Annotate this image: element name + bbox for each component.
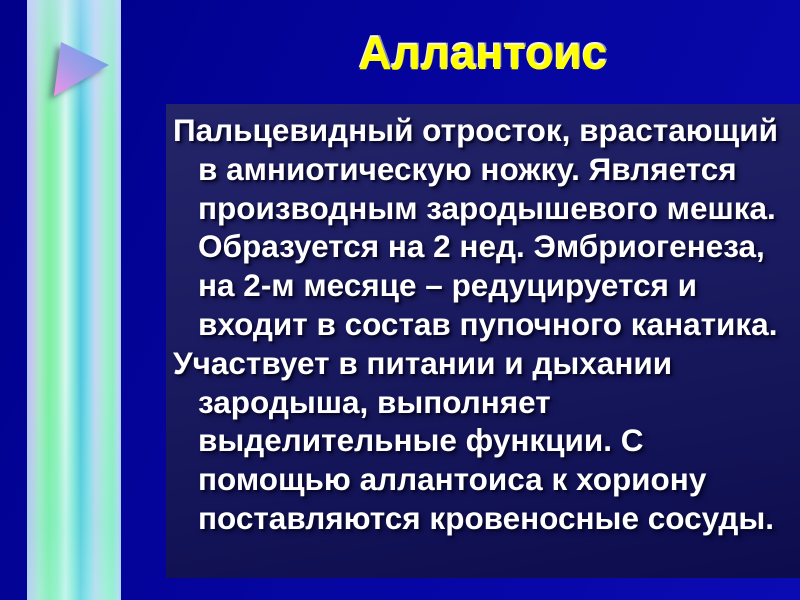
paragraph-2: [173, 344, 794, 538]
decorative-stripe: [27, 0, 121, 600]
text-line: производным зародышевого мешка.: [198, 189, 776, 226]
text-line: выделительные функции. С: [198, 422, 644, 459]
slide-title: Аллантоис: [358, 27, 608, 79]
text-line: входит в состав пупочного канатика.: [198, 305, 778, 342]
text-line: на 2-м месяце – редуцируется и: [198, 267, 698, 304]
text-line: Образуется на 2 нед. Эмбриогенеза,: [198, 228, 765, 265]
text-line: Пальцевидный отросток, врастающий: [173, 112, 778, 148]
triangle-decoration-icon: [40, 35, 115, 105]
paragraph-1: [173, 111, 794, 344]
text-line: Участвует в питании и дыхании: [173, 344, 673, 381]
text-line: зародыша, выполняет: [198, 383, 551, 420]
text-line: помощью аллантоиса к хориону: [198, 461, 707, 498]
body-text-box: [166, 104, 800, 578]
text-line: поставляются кровеносные сосуды.: [198, 499, 774, 536]
text-line: в амниотическую ножку. Является: [198, 150, 737, 187]
